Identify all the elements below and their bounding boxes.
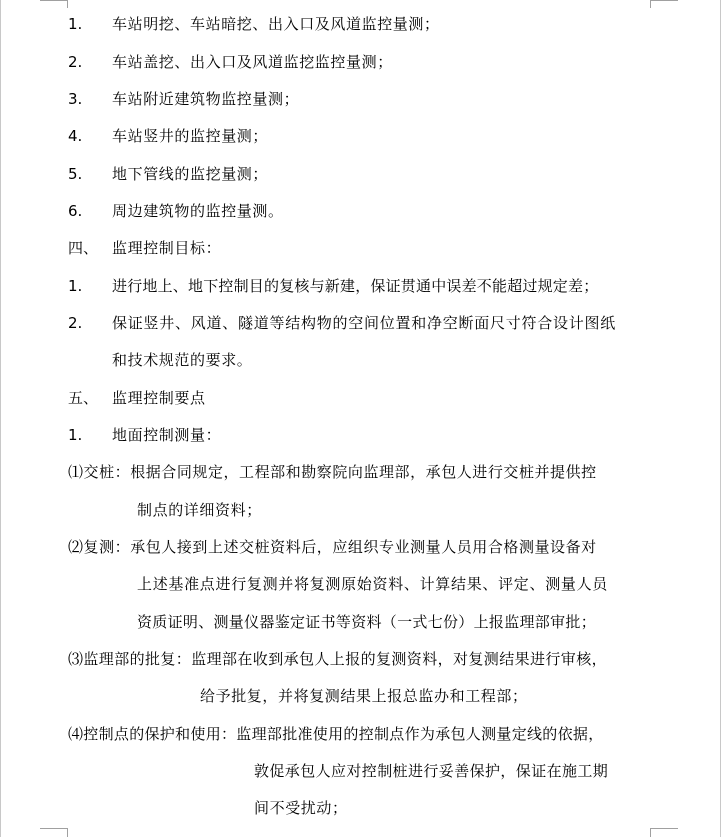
subitem-text: ⑵复测：承包人接到上述交桩资料后，应组织专业测量人员用合格测量设备对 <box>68 538 597 556</box>
list-item-text: 地面控制测量： <box>112 426 222 444</box>
list-item-text: 车站附近建筑物监控量测； <box>112 90 300 108</box>
list-marker: 4. <box>68 127 83 145</box>
crop-mark-bottom-left <box>40 828 68 829</box>
list-marker: 3. <box>68 90 83 108</box>
list-marker: 6. <box>68 202 83 220</box>
subitem-continuation: 制点的详细资料； <box>137 501 262 519</box>
crop-mark-top-left-v <box>67 0 68 8</box>
list-item-text: 车站盖挖、出入口及风道监挖监控量测； <box>112 53 393 71</box>
list-item-text: 车站竖井的监控量测； <box>112 127 269 145</box>
subitem-text: ⑴交桩：根据合同规定，工程部和勘察院向监理部，承包人进行交桩并提供控 <box>68 463 597 481</box>
list-marker: 1. <box>68 426 83 444</box>
crop-mark-top-right <box>650 0 678 1</box>
list-item-continuation: 和技术规范的要求。 <box>112 351 253 369</box>
section-heading: 监理控制要点 <box>112 389 206 407</box>
subitem-continuation: 资质证明、测量仪器鉴定证书等资料（一式七份）上报监理部审批； <box>137 613 597 631</box>
crop-mark-bottom-left-v <box>67 828 68 837</box>
subitem-continuation: 敦促承包人应对控制桩进行妥善保护，保证在施工期 <box>254 762 609 780</box>
section-marker: 四、 <box>68 239 99 257</box>
section-heading: 监理控制目标： <box>112 239 222 257</box>
section-marker: 五、 <box>68 389 99 407</box>
crop-mark-bottom-right-v <box>650 828 651 837</box>
list-item-text: 周边建筑物的监控量测。 <box>112 202 284 220</box>
list-marker: 2. <box>68 53 83 71</box>
crop-mark-top-right-v <box>650 0 651 8</box>
list-item-text: 车站明挖、车站暗挖、出入口及风道监控量测； <box>112 15 440 33</box>
list-item-text: 保证竖井、风道、隧道等结构物的空间位置和净空断面尺寸符合设计图纸 <box>112 314 617 332</box>
list-marker: 5. <box>68 165 83 183</box>
subitem-text: ⑶监理部的批复：监理部在收到承包人上报的复测资料，对复测结果进行审核， <box>68 650 608 668</box>
subitem-text: ⑷控制点的保护和使用：监理部批准使用的控制点作为承包人测量定线的依据， <box>68 725 604 743</box>
list-item-text: 地下管线的监挖量测； <box>112 165 269 183</box>
crop-mark-bottom-right <box>650 828 678 829</box>
subitem-continuation: 给予批复，并将复测结果上报总监办和工程部； <box>200 687 528 705</box>
subitem-continuation: 间不受扰动； <box>254 799 348 817</box>
list-item-text: 进行地上、地下控制目的复核与新建，保证贯通中误差不能超过规定差； <box>112 277 599 295</box>
crop-mark-top-left <box>40 0 68 1</box>
list-marker: 1. <box>68 15 83 33</box>
list-marker: 2. <box>68 314 83 332</box>
list-marker: 1. <box>68 277 83 295</box>
page-left-edge <box>0 0 1 837</box>
subitem-continuation: 上述基准点进行复测并将复测原始资料、计算结果、评定、测量人员 <box>137 575 609 593</box>
